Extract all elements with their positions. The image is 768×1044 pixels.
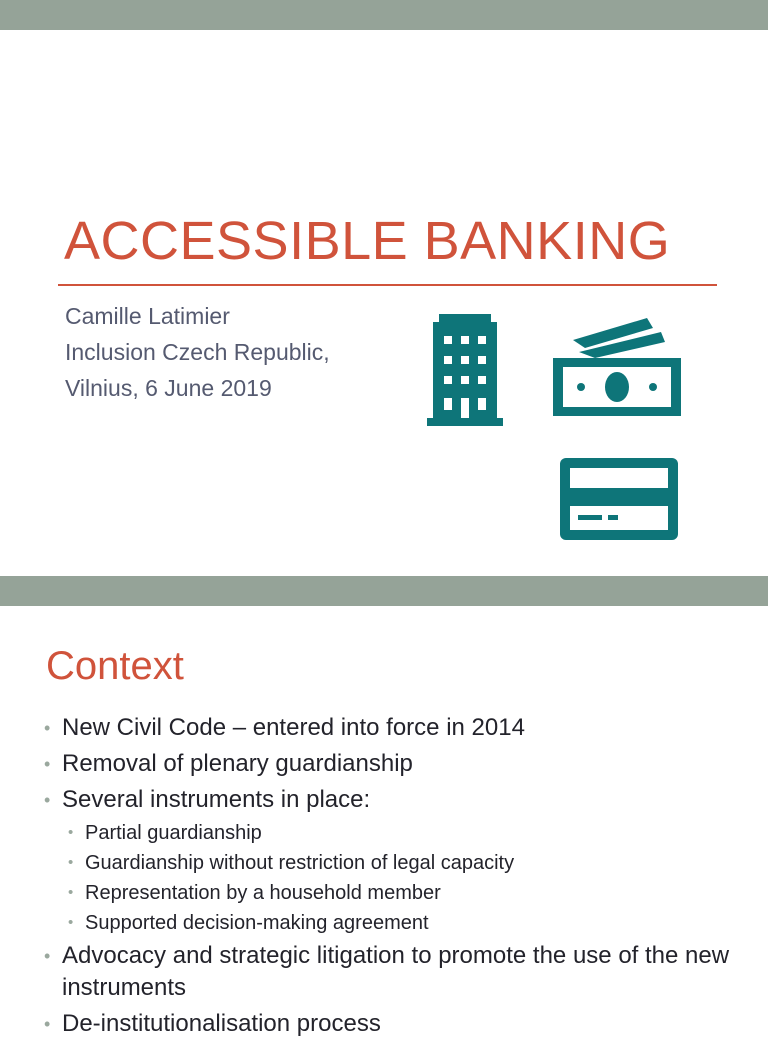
bullet-icon: •: [44, 790, 51, 810]
context-slide: [0, 606, 768, 1037]
organization: Inclusion Czech Republic,: [65, 339, 330, 365]
credit-card-icon: [560, 458, 678, 540]
bullet-icon: •: [44, 754, 51, 774]
building-icon: [427, 314, 503, 426]
bullet-icon: •: [68, 914, 74, 931]
sub-bullet-item: • Supported decision-making agreement: [68, 912, 429, 934]
slide-separator-band: [0, 576, 768, 606]
bullet-item: • De-institutionalisation process: [44, 1008, 744, 1040]
bullet-icon: •: [44, 1014, 51, 1034]
slide-title: ACCESSIBLE BANKING: [64, 211, 671, 271]
bullet-item: • Advocacy and strategic litigation to promote the use of the new instruments: [44, 942, 730, 1001]
cash-icon: [551, 318, 683, 418]
title-divider: [58, 284, 717, 286]
bullet-icon: •: [68, 824, 74, 841]
sub-bullet-item: • Guardianship without restriction of legal capacity: [68, 852, 515, 874]
bullet-item: • Several instruments in place:: [44, 784, 744, 816]
bullet-list: [44, 712, 744, 1044]
bullet-item: • New Civil Code – entered into force in 2014: [44, 712, 744, 744]
slide-title: Context: [46, 644, 184, 688]
sub-bullet-item: • Representation by a household member: [68, 882, 441, 904]
location-date: Vilnius, 6 June 2019: [65, 375, 272, 401]
bullet-icon: •: [44, 946, 51, 966]
bullet-item: • Removal of plenary guardianship: [44, 748, 744, 780]
sub-bullet-item: • Partial guardianship: [68, 822, 262, 844]
title-slide: [0, 30, 768, 576]
bullet-icon: •: [44, 718, 51, 738]
subtitle-block: [65, 298, 330, 406]
author-name: Camille Latimier: [65, 303, 230, 329]
top-band: [0, 0, 768, 30]
bullet-icon: •: [68, 884, 74, 901]
bullet-icon: •: [68, 854, 74, 871]
